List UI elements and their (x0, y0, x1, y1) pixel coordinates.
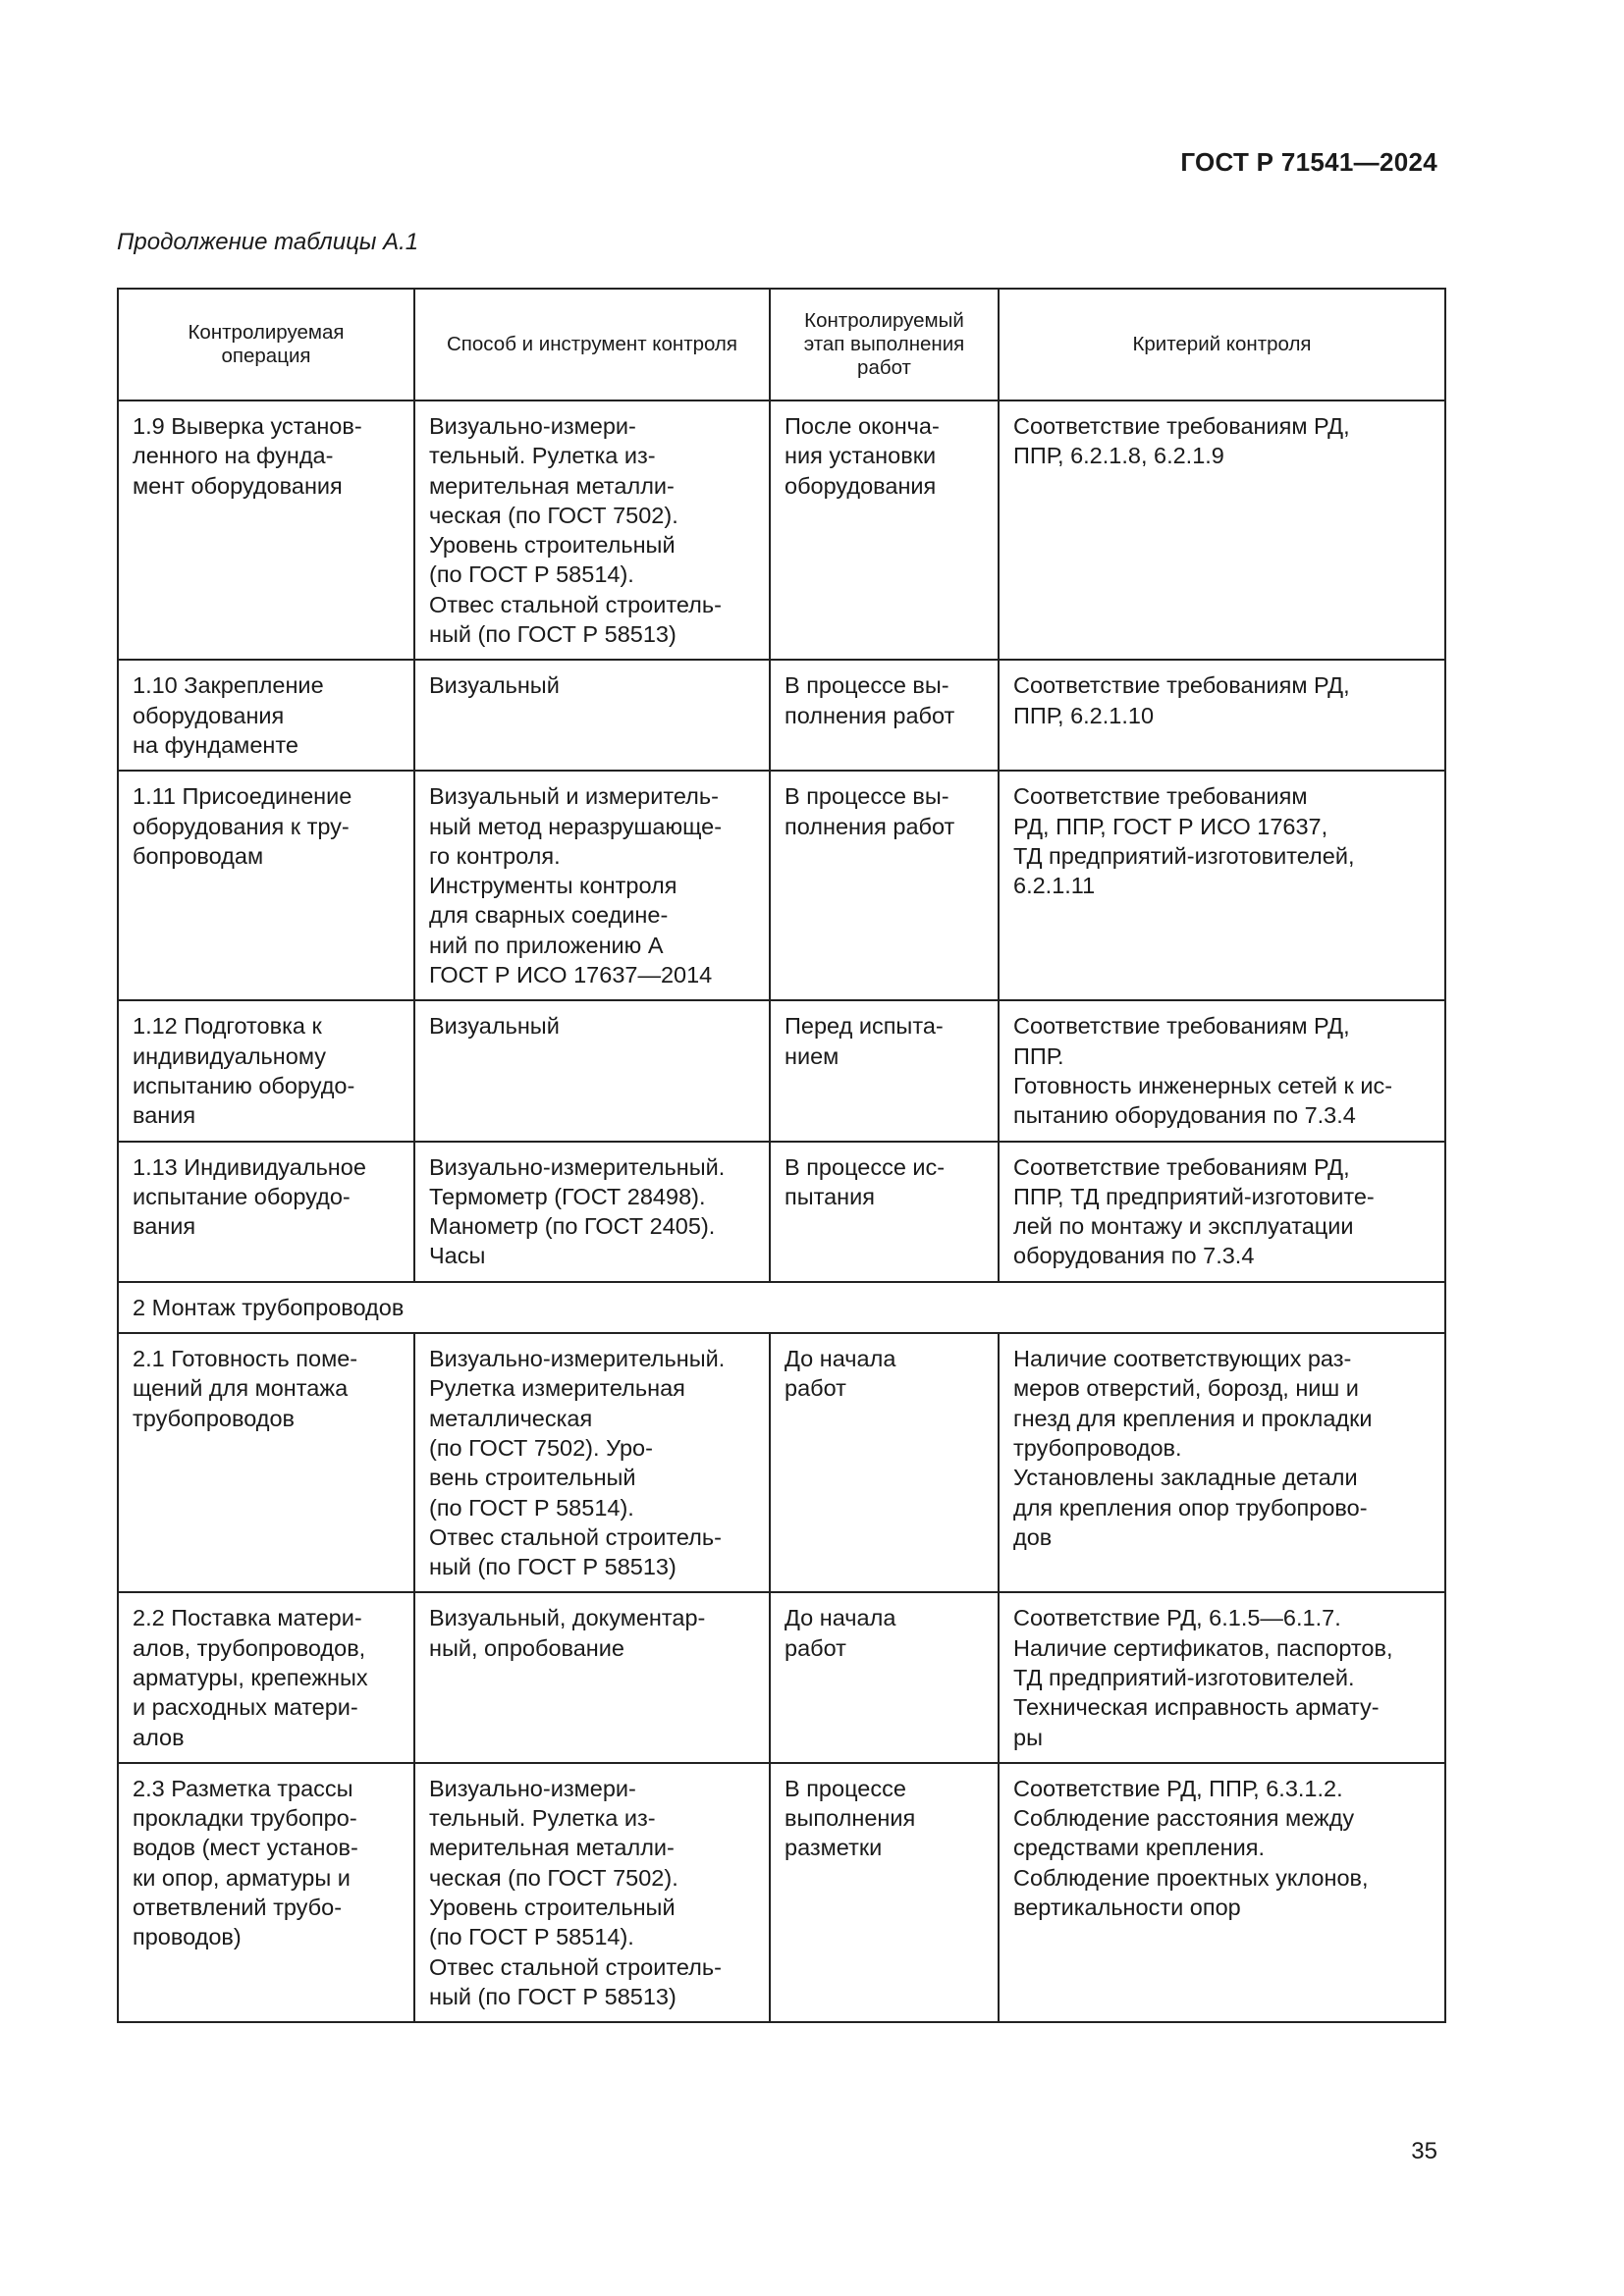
table-row (118, 1592, 1445, 1762)
table-header-row (118, 289, 1445, 400)
cell-stage: Перед испыта- нием (770, 1000, 999, 1141)
table-row (118, 1333, 1445, 1592)
cell-criterion: Соответствие РД, ППР, 6.3.1.2. Соблюдение расстояния между средствами крепления. Соблюдение проектных уклонов, вертикальности опор (999, 1763, 1445, 2022)
table-row (118, 1142, 1445, 1282)
table-row (118, 1763, 1445, 2022)
cell-operation: 2.1 Готовность поме- щений для монтажа трубопроводов (118, 1333, 414, 1592)
cell-stage: До начала работ (770, 1592, 999, 1762)
control-table (117, 288, 1446, 2023)
cell-criterion: Наличие соответствующих раз- меров отверстий, борозд, ниш и гнезд для крепления и прокладки трубопроводов. Установлены закладные детали для крепления опор трубопрово- дов (999, 1333, 1445, 1592)
cell-method: Визуальный (414, 660, 770, 771)
section-title: 2 Монтаж трубопроводов (118, 1282, 1445, 1333)
cell-criterion: Соответствие требованиям РД, ППР, 6.2.1.10 (999, 660, 1445, 771)
cell-method: Визуальный и измеритель- ный метод неразрушающе- го контроля. Инструменты контроля для сварных соедине- ний по приложению А ГОСТ Р ИСО 17637—2014 (414, 771, 770, 1000)
cell-method: Визуально-измери- тельный. Рулетка из- мерительная металли- ческая (по ГОСТ 7502). Уровень строительный (по ГОСТ Р 58514). Отвес стальной строитель- ный (по ГОСТ Р 58513) (414, 1763, 770, 2022)
cell-method: Визуальный (414, 1000, 770, 1141)
table-row (118, 400, 1445, 660)
column-header-criterion: Критерий контроля (999, 289, 1445, 400)
column-header-operation: Контролируемая операция (118, 289, 414, 400)
cell-operation: 1.9 Выверка установ- ленного на фунда- мент оборудования (118, 400, 414, 660)
page-number: 35 (1411, 2138, 1437, 2164)
table-row (118, 1000, 1445, 1141)
cell-stage: В процессе выполнения разметки (770, 1763, 999, 2022)
cell-method: Визуально-измерительный. Термометр (ГОСТ 28498). Манометр (по ГОСТ 2405). Часы (414, 1142, 770, 1282)
document-code: ГОСТ Р 71541—2024 (1180, 147, 1437, 177)
cell-criterion: Соответствие требованиям РД, ППР, ГОСТ Р ИСО 17637, ТД предприятий-изготовителей, 6.2.1.11 (999, 771, 1445, 1000)
cell-stage: В процессе вы- полнения работ (770, 660, 999, 771)
cell-stage: До начала работ (770, 1333, 999, 1592)
cell-stage: В процессе вы- полнения работ (770, 771, 999, 1000)
cell-criterion: Соответствие РД, 6.1.5—6.1.7. Наличие сертификатов, паспортов, ТД предприятий-изготовителей. Техническая исправность армату- ры (999, 1592, 1445, 1762)
cell-stage: В процессе ис- пытания (770, 1142, 999, 1282)
cell-operation: 1.10 Закрепление оборудования на фундаменте (118, 660, 414, 771)
table-caption: Продолжение таблицы А.1 (117, 229, 419, 255)
cell-method: Визуально-измери- тельный. Рулетка из- мерительная металли- ческая (по ГОСТ 7502). Уровень строительный (по ГОСТ Р 58514). Отвес стальной строитель- ный (по ГОСТ Р 58513) (414, 400, 770, 660)
cell-method: Визуально-измерительный. Рулетка измерительная металлическая (по ГОСТ 7502). Уро- вень строительный (по ГОСТ Р 58514). Отвес стальной строитель- ный (по ГОСТ Р 58513) (414, 1333, 770, 1592)
cell-operation: 2.2 Поставка матери- алов, трубопроводов, арматуры, крепежных и расходных матери- алов (118, 1592, 414, 1762)
table-row (118, 660, 1445, 771)
cell-operation: 1.13 Индивидуальное испытание оборудо- вания (118, 1142, 414, 1282)
cell-operation: 2.3 Разметка трассы прокладки трубопро- водов (мест установ- ки опор, арматуры и ответвлений трубо- проводов) (118, 1763, 414, 2022)
cell-method: Визуальный, документар- ный, опробование (414, 1592, 770, 1762)
cell-criterion: Соответствие требованиям РД, ППР, ТД предприятий-изготовите- лей по монтажу и эксплуатации оборудования по 7.3.4 (999, 1142, 1445, 1282)
column-header-stage: Контролируемый этап выполнения работ (770, 289, 999, 400)
cell-criterion: Соответствие требованиям РД, ППР. Готовность инженерных сетей к ис- пытанию оборудования по 7.3.4 (999, 1000, 1445, 1141)
cell-criterion: Соответствие требованиям РД, ППР, 6.2.1.8, 6.2.1.9 (999, 400, 1445, 660)
table-row (118, 771, 1445, 1000)
cell-operation: 1.11 Присоединение оборудования к тру- бопроводам (118, 771, 414, 1000)
column-header-method: Способ и инструмент контроля (414, 289, 770, 400)
section-row (118, 1282, 1445, 1333)
cell-stage: После оконча- ния установки оборудования (770, 400, 999, 660)
cell-operation: 1.12 Подготовка к индивидуальному испытанию оборудо- вания (118, 1000, 414, 1141)
